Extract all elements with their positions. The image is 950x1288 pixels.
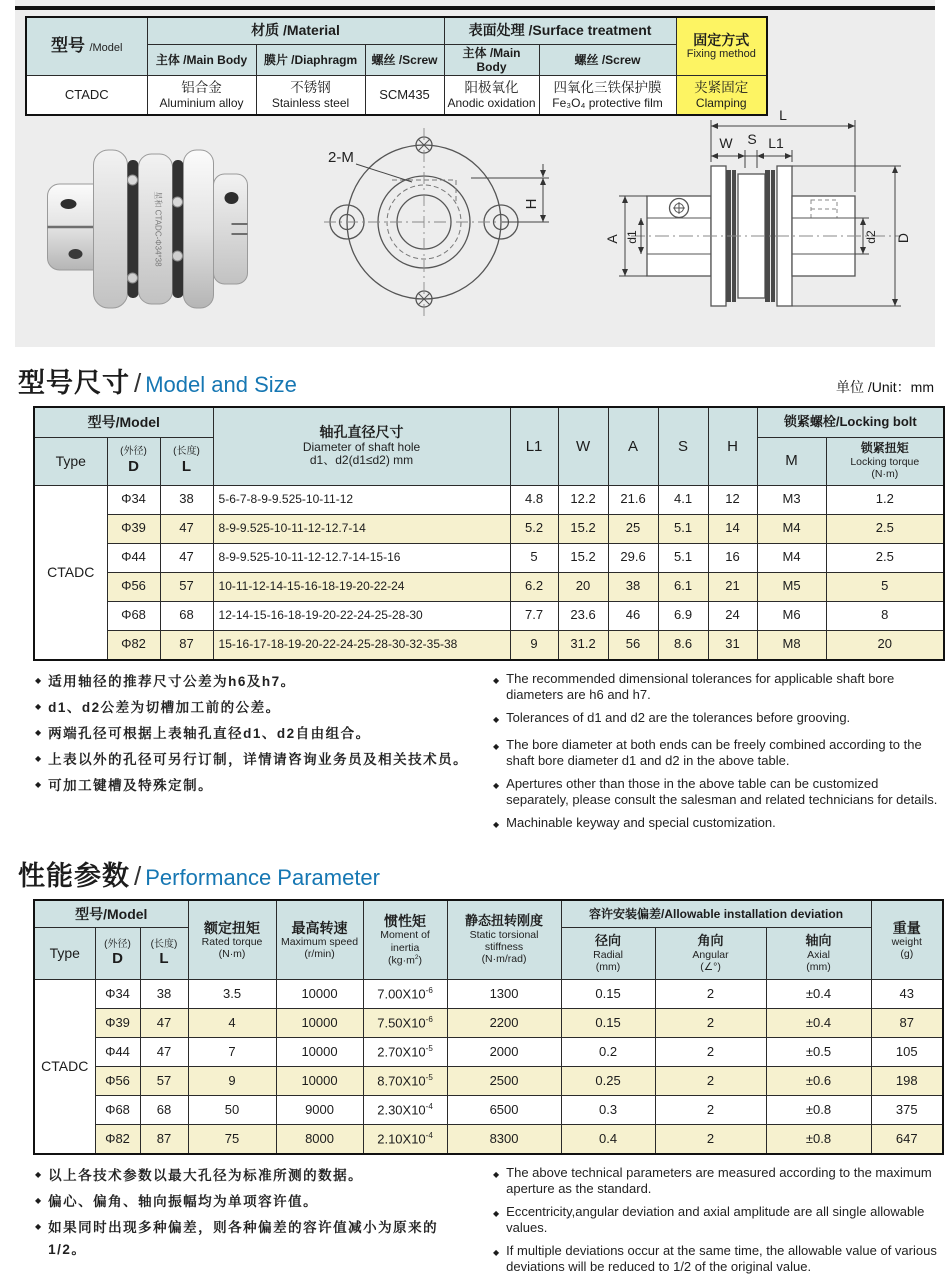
section1-title <box>18 361 297 400</box>
ms-header-a: A <box>608 407 658 485</box>
section2-title-zh: 性能参数 <box>18 860 130 891</box>
cell-d: Φ34 <box>95 980 140 1009</box>
photo-diaphragm-bolt <box>128 175 138 185</box>
note-text: The above technical parameters are measured according to the maximum aperture as the standard. <box>506 1165 932 1196</box>
table-row <box>34 514 944 543</box>
cell-s: 5.1 <box>658 543 708 572</box>
cell-axial: ±0.8 <box>766 1096 871 1125</box>
cell-d: Φ56 <box>95 1067 140 1096</box>
cell-h: 31 <box>708 630 757 660</box>
cell-d: Φ82 <box>107 630 160 660</box>
spec-sub-main-body2: 主体 /Main Body <box>444 44 539 76</box>
cell-tq: 1.2 <box>826 485 944 514</box>
cell-l: 47 <box>160 514 213 543</box>
spec-surf-screw-zh: 四氧化三铁保护膜 <box>553 79 662 95</box>
spec-fixing-header <box>676 17 767 76</box>
cell-l1: 4.8 <box>510 485 558 514</box>
cell-m: M8 <box>757 630 826 660</box>
note-text: Eccentricity,angular deviation and axial amplitude are all single allowable values. <box>506 1204 925 1235</box>
cell-stiff: 8300 <box>447 1125 561 1155</box>
pf-header-rated-torque: 额定扭矩 Rated torque (N·m) <box>188 900 276 980</box>
cell-inertia: $2.30X10^{-4}$ <box>363 1096 447 1125</box>
cell-tq: 5 <box>826 572 944 601</box>
note-text: 可加工键槽及特殊定制。 <box>48 777 214 793</box>
spec-main-en: Aluminium alloy <box>159 96 244 111</box>
front-view-drawing <box>306 120 558 320</box>
cell-inertia: $7.50X10^{-6}$ <box>363 1009 447 1038</box>
ms-header-shaft-hole: 轴孔直径尺寸 Diameter of shaft hole d1、d2(d1≤d2) mm <box>213 407 510 485</box>
spec-dia-zh: 不锈钢 <box>290 79 331 95</box>
pf-header-angular: 角向 Angular (∠°) <box>655 928 766 980</box>
cell-l: 87 <box>160 630 213 660</box>
front-h-label: H <box>522 198 540 210</box>
cell-holes: 8-9-9.525-10-11-12-12.7-14-15-16 <box>213 543 510 572</box>
cell-axial: ±0.4 <box>766 980 871 1009</box>
dim-label-w: W <box>719 135 733 151</box>
photo-bolt-hole <box>69 249 83 259</box>
section1-title-zh: 型号尺寸 <box>18 368 130 398</box>
notes1 <box>0 661 950 848</box>
cell-radial: 0.15 <box>561 980 655 1009</box>
cell-a: 25 <box>608 514 658 543</box>
cell-a: 38 <box>608 572 658 601</box>
cell-h: 12 <box>708 485 757 514</box>
cell-speed: 8000 <box>276 1125 363 1155</box>
photo-diaphragm-bolt <box>173 251 183 261</box>
note-item <box>35 1217 475 1261</box>
cell-h: 24 <box>708 601 757 630</box>
cell-speed: 10000 <box>276 1038 363 1067</box>
cell-w: 31.2 <box>558 630 608 660</box>
photo-diaphragm-2 <box>173 160 184 298</box>
spec-sub-diaphragm: 膜片 /Diaphragm <box>256 44 365 76</box>
cell-l: 38 <box>160 485 213 514</box>
cell-w: 20 <box>558 572 608 601</box>
note-text: Apertures other than those in the above table can be customized separately, please consult the salesman and related technicians for details. <box>506 775 938 807</box>
ms-header-l1: L1 <box>510 407 558 485</box>
ms-header-d: (外径) D <box>107 437 160 485</box>
note-text: The recommended dimensional tolerances for applicable shaft bore diameters are h6 and h7. <box>506 670 895 702</box>
ms-header-h: H <box>708 407 757 485</box>
note-text: If multiple deviations occur at the same time, the allowable value of various deviations will be reduced to 1/2 of the original value. <box>506 1243 937 1274</box>
spec-model-zh: 型号 <box>51 36 85 56</box>
cell-a: 21.6 <box>608 485 658 514</box>
cell-stiff: 2200 <box>447 1009 561 1038</box>
cell-d: Φ68 <box>95 1096 140 1125</box>
cell-tq: 3.5 <box>188 980 276 1009</box>
cell-tq: 4 <box>188 1009 276 1038</box>
cell-axial: ±0.5 <box>766 1038 871 1067</box>
ms-header-torque: 锁紧扭矩 Locking torque (N·m) <box>826 437 944 485</box>
note-item <box>493 776 940 808</box>
cell-holes: 5-6-7-8-9-9.525-10-11-12 <box>213 485 510 514</box>
bullet-icon: ◆ <box>35 1170 42 1179</box>
section1-title-en: Model and Size <box>145 372 297 397</box>
cell-s: 8.6 <box>658 630 708 660</box>
ms-header-model: 型号/Model <box>34 407 213 437</box>
spec-table <box>25 16 768 116</box>
pf-header-axial: 轴向 Axial (mm) <box>766 928 871 980</box>
cell-weight: 105 <box>871 1038 943 1067</box>
note-item <box>493 1204 940 1236</box>
cell-l: 38 <box>140 980 188 1009</box>
bullet-icon: ◆ <box>493 1170 500 1179</box>
cell-d: Φ34 <box>107 485 160 514</box>
photo-bolt-hole <box>61 199 77 209</box>
ms-header-m: M <box>757 437 826 485</box>
table-row <box>34 1096 943 1125</box>
spec-surface-header: 表面处理 /Surface treatment <box>444 17 676 44</box>
top-panel <box>15 0 935 347</box>
notes2-en <box>493 1165 940 1282</box>
cell-axial: ±0.4 <box>766 1009 871 1038</box>
table-row <box>34 980 943 1009</box>
note-text: Machinable keyway and special customization. <box>506 814 776 830</box>
table-row <box>34 1067 943 1096</box>
pf-header-type: Type <box>34 928 95 980</box>
cell-speed: 10000 <box>276 1009 363 1038</box>
spec-cell-screw: SCM435 <box>365 76 444 116</box>
bullet-icon: ◆ <box>493 741 500 751</box>
cell-speed: 10000 <box>276 1067 363 1096</box>
ms-header-s: S <box>658 407 708 485</box>
cell-m: M3 <box>757 485 826 514</box>
cell-inertia: $2.10X10^{-4}$ <box>363 1125 447 1155</box>
cell-m: M6 <box>757 601 826 630</box>
notes2 <box>0 1155 950 1288</box>
note-item <box>35 775 475 797</box>
note-text: 两端孔径可根据上表轴孔直径d1、d2自由组合。 <box>48 725 371 741</box>
cell-angular: 2 <box>655 980 766 1009</box>
bullet-icon: ◆ <box>35 753 42 763</box>
section2-slash: / <box>134 860 142 891</box>
spec-surf-main-zh: 阳极氧化 <box>464 79 519 95</box>
spec-fix-en: Clamping <box>695 96 747 111</box>
cell-s: 6.9 <box>658 601 708 630</box>
top-rule <box>15 6 935 10</box>
note-item <box>35 671 475 693</box>
section2-title-en: Performance Parameter <box>145 864 380 890</box>
pf-header-radial: 径向 Radial (mm) <box>561 928 655 980</box>
cell-d: Φ39 <box>95 1009 140 1038</box>
cell-angular: 2 <box>655 1067 766 1096</box>
cell-axial: ±0.6 <box>766 1067 871 1096</box>
note-item <box>493 710 940 730</box>
spec-surf-main-en: Anodic oxidation <box>447 96 536 111</box>
pf-header-stiffness: 静态扭转刚度 Static torsional stiffness (N·m/rad) <box>447 900 561 980</box>
cell-axial: ±0.8 <box>766 1125 871 1155</box>
table-row <box>34 485 944 514</box>
cell-speed: 9000 <box>276 1096 363 1125</box>
cell-s: 5.1 <box>658 514 708 543</box>
bullet-icon: ◆ <box>493 819 500 829</box>
cell-tq: 20 <box>826 630 944 660</box>
photo-diaphragm-bolt <box>128 273 138 283</box>
spec-dia-en: Stainless steel <box>271 96 350 111</box>
cell-l: 47 <box>140 1038 188 1067</box>
spec-fixing-zh: 固定方式 <box>693 31 750 48</box>
cell-m: M5 <box>757 572 826 601</box>
type-cell: CTADC <box>34 485 107 660</box>
photo-engraving: 星和 CTADC-Φ34*38 <box>153 191 163 267</box>
cell-l1: 6.2 <box>510 572 558 601</box>
cell-stiff: 6500 <box>447 1096 561 1125</box>
spec-cell-model: CTADC <box>26 76 147 116</box>
cell-w: 15.2 <box>558 514 608 543</box>
cell-radial: 0.15 <box>561 1009 655 1038</box>
bullet-icon: ◆ <box>35 675 42 685</box>
bullet-icon: ◆ <box>493 714 500 724</box>
side-view-drawing <box>605 104 917 336</box>
section1-slash: / <box>134 368 142 398</box>
cell-radial: 0.4 <box>561 1125 655 1155</box>
table-row <box>34 572 944 601</box>
table-row <box>34 1125 943 1155</box>
cell-tq: 2.5 <box>826 514 944 543</box>
table-row <box>34 1009 943 1038</box>
cell-w: 15.2 <box>558 543 608 572</box>
cell-m: M4 <box>757 514 826 543</box>
cell-l1: 7.7 <box>510 601 558 630</box>
cell-d: Φ82 <box>95 1125 140 1155</box>
bullet-icon: ◆ <box>35 1222 42 1231</box>
front-bolt-label: 2-M <box>327 149 354 166</box>
pf-header-d: (外径) D <box>95 928 140 980</box>
pf-header-inertia: 惯性矩 Moment of inertia $(kg\cdot m^2)$ <box>363 900 447 980</box>
cell-radial: 0.25 <box>561 1067 655 1096</box>
ms-header-l: (长度) L <box>160 437 213 485</box>
cell-l: 57 <box>160 572 213 601</box>
cell-weight: 87 <box>871 1009 943 1038</box>
bullet-icon: ◆ <box>493 780 500 790</box>
dim-label-d1: d1 <box>625 230 639 244</box>
note-item <box>35 697 475 719</box>
cell-angular: 2 <box>655 1125 766 1155</box>
ms-header-w: W <box>558 407 608 485</box>
bullet-icon: ◆ <box>35 701 42 711</box>
cell-h: 21 <box>708 572 757 601</box>
note-text: 上表以外的孔径可另行订制，详情请咨询业务员及相关技术员。 <box>48 751 469 767</box>
cell-h: 16 <box>708 543 757 572</box>
cell-tq: 75 <box>188 1125 276 1155</box>
photo-right-flange <box>184 150 214 308</box>
cell-angular: 2 <box>655 1009 766 1038</box>
cell-l1: 9 <box>510 630 558 660</box>
cell-m: M4 <box>757 543 826 572</box>
note-item <box>35 1191 475 1213</box>
cell-angular: 2 <box>655 1038 766 1067</box>
cell-s: 6.1 <box>658 572 708 601</box>
cell-l1: 5 <box>510 543 558 572</box>
cell-stiff: 2000 <box>447 1038 561 1067</box>
cell-s: 4.1 <box>658 485 708 514</box>
bullet-icon: ◆ <box>35 779 42 789</box>
ms-header-locking-bolt: 锁紧螺栓/Locking bolt <box>757 407 944 437</box>
spec-main-zh: 铝合金 <box>181 79 222 95</box>
cell-holes: 12-14-15-16-18-19-20-22-24-25-28-30 <box>213 601 510 630</box>
cell-holes: 10-11-12-14-15-16-18-19-20-22-24 <box>213 572 510 601</box>
cell-holes: 8-9-9.525-10-11-12-12.7-14 <box>213 514 510 543</box>
cell-d: Φ44 <box>95 1038 140 1067</box>
cell-angular: 2 <box>655 1096 766 1125</box>
cell-w: 12.2 <box>558 485 608 514</box>
table-row <box>34 1038 943 1067</box>
note-item <box>35 1165 475 1187</box>
pf-header-deviation: 容许安装偏差/Allowable installation deviation <box>561 900 871 928</box>
cell-d: Φ44 <box>107 543 160 572</box>
bullet-icon: ◆ <box>493 1209 500 1218</box>
cell-tq: 50 <box>188 1096 276 1125</box>
spec-sub-screw2: 螺丝 /Screw <box>539 44 676 76</box>
photo-bolt-hole <box>225 192 239 204</box>
cell-stiff: 2500 <box>447 1067 561 1096</box>
cell-inertia: $2.70X10^{-5}$ <box>363 1038 447 1067</box>
dim-label-l: L <box>779 107 787 123</box>
cell-weight: 43 <box>871 980 943 1009</box>
photo-diaphragm-bolt <box>173 197 183 207</box>
notes1-en <box>493 671 940 842</box>
photo-left-flange <box>94 150 128 308</box>
note-text: The bore diameter at both ends can be freely combined according to the shaft bore diameter d1 and d2 in the above table. <box>506 736 922 768</box>
bullet-icon: ◆ <box>35 727 42 737</box>
pf-header-l: (长度) L <box>140 928 188 980</box>
notes2-zh <box>35 1165 475 1282</box>
performance-table <box>33 899 944 1156</box>
cell-tq: 2.5 <box>826 543 944 572</box>
spec-model-header <box>26 17 147 76</box>
note-text: d1、d2公差为切槽加工前的公差。 <box>48 699 281 715</box>
photo-right-hub <box>214 174 248 284</box>
spec-surf-screw-en: Fe₃O₄ protective film <box>552 96 663 111</box>
note-text: 偏心、偏角、轴向振幅均为单项容许值。 <box>48 1194 319 1209</box>
cell-d: Φ39 <box>107 514 160 543</box>
drawings-row <box>15 104 935 336</box>
dim-label-a: A <box>604 234 620 244</box>
cell-a: 46 <box>608 601 658 630</box>
cell-weight: 375 <box>871 1096 943 1125</box>
cell-tq: 7 <box>188 1038 276 1067</box>
note-item <box>35 723 475 745</box>
cell-radial: 0.2 <box>561 1038 655 1067</box>
cell-tq: 9 <box>188 1067 276 1096</box>
note-item <box>493 1165 940 1197</box>
unit-label: 单位 /Unit：mm <box>836 379 934 395</box>
dim-label-d2: d2 <box>864 230 878 244</box>
cell-holes: 15-16-17-18-19-20-22-24-25-28-30-32-35-38 <box>213 630 510 660</box>
cell-a: 56 <box>608 630 658 660</box>
cell-tq: 8 <box>826 601 944 630</box>
cell-weight: 647 <box>871 1125 943 1155</box>
cell-d: Φ56 <box>107 572 160 601</box>
cell-l: 87 <box>140 1125 188 1155</box>
cell-l: 47 <box>140 1009 188 1038</box>
cell-speed: 10000 <box>276 980 363 1009</box>
cell-h: 14 <box>708 514 757 543</box>
section2-head <box>0 848 950 899</box>
dim-label-s: S <box>747 131 757 147</box>
cell-a: 29.6 <box>608 543 658 572</box>
spec-sub-screw: 螺丝 /Screw <box>365 44 444 76</box>
notes1-zh <box>35 671 475 842</box>
spec-fixing-en: Fixing method <box>686 48 756 61</box>
spec-material-header: 材质 /Material <box>147 17 444 44</box>
cell-inertia: $8.70X10^{-5}$ <box>363 1067 447 1096</box>
note-item <box>493 815 940 835</box>
dim-label-d: D <box>895 232 911 244</box>
note-text: 适用轴径的推荐尺寸公差为h6及h7。 <box>48 673 296 689</box>
product-photo <box>33 106 258 334</box>
table-row <box>34 630 944 660</box>
pf-header-weight: 重量 weight (g) <box>871 900 943 980</box>
cell-l1: 5.2 <box>510 514 558 543</box>
ms-header-type: Type <box>34 437 107 485</box>
note-item <box>493 737 940 769</box>
note-item <box>493 671 940 703</box>
spec-model-en: /Model <box>89 42 123 55</box>
note-item <box>35 749 475 771</box>
bullet-icon: ◆ <box>493 675 500 685</box>
cell-d: Φ68 <box>107 601 160 630</box>
note-text: 以上各技术参数以最大孔径为标准所测的数据。 <box>48 1168 364 1183</box>
pf-header-model: 型号/Model <box>34 900 188 928</box>
pf-header-max-speed: 最高转速 Maximum speed (r/min) <box>276 900 363 980</box>
bullet-icon: ◆ <box>35 1196 42 1205</box>
note-text: 如果同时出现多种偏差，则各种偏差的容许值减小为原来的1/2。 <box>48 1220 439 1257</box>
spec-sub-main-body: 主体 /Main Body <box>147 44 256 76</box>
table-row <box>34 543 944 572</box>
section2-title <box>18 854 380 893</box>
cell-radial: 0.3 <box>561 1096 655 1125</box>
section1-head <box>0 347 950 406</box>
note-item <box>493 1243 940 1275</box>
cell-weight: 198 <box>871 1067 943 1096</box>
cell-inertia: $7.00X10^{-6}$ <box>363 980 447 1009</box>
note-text: Tolerances of d1 and d2 are the tolerances before grooving. <box>506 709 851 725</box>
table-row <box>34 601 944 630</box>
cell-l: 47 <box>160 543 213 572</box>
spec-fix-zh: 夹紧固定 <box>694 79 749 95</box>
type-cell: CTADC <box>34 980 95 1155</box>
cell-l: 57 <box>140 1067 188 1096</box>
cell-l: 68 <box>160 601 213 630</box>
dim-label-l1: L1 <box>768 135 784 151</box>
cell-w: 23.6 <box>558 601 608 630</box>
model-size-table <box>33 406 945 661</box>
bullet-icon: ◆ <box>493 1248 500 1257</box>
cell-l: 68 <box>140 1096 188 1125</box>
cell-stiff: 1300 <box>447 980 561 1009</box>
